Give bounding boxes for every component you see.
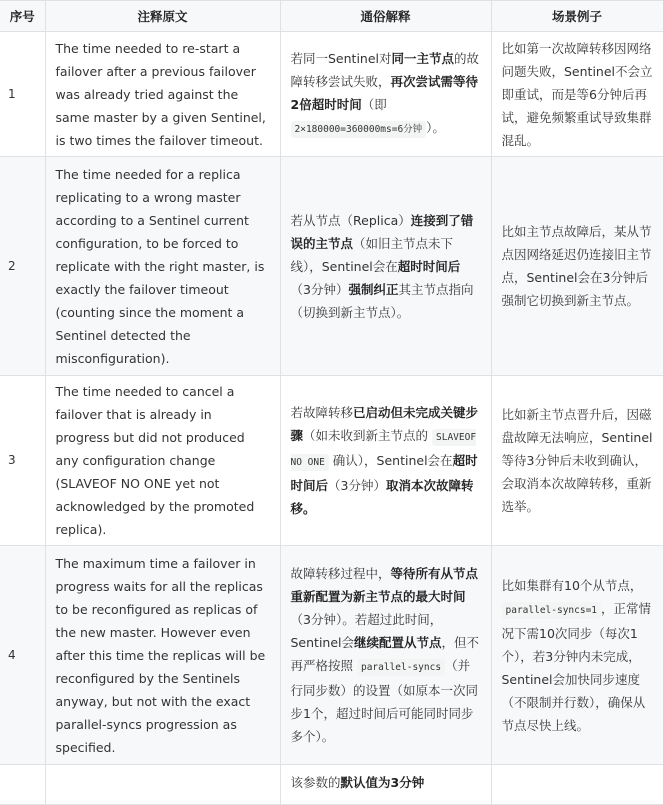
emphasis-text: 取消本次故障转移。: [290, 478, 474, 516]
example-text: 比如新主节点晋升后，因磁盘故障无法响应，Sentinel等待3分钟后未收到确认，会取消本次故障转移，重新选举。: [491, 376, 663, 546]
emphasis-text: 超时时间后: [397, 258, 461, 274]
text-segment: （即: [361, 97, 387, 112]
emphasis-text: 强制纠正: [348, 281, 399, 297]
row-number: 1: [0, 32, 45, 157]
inline-code: SLAVEOF NO ONE: [291, 429, 477, 471]
example-text: [491, 546, 663, 765]
emphasis-text: 同一主节点: [391, 51, 455, 66]
table-row: [0, 546, 663, 765]
text-segment: 的故障转移尝试失败，: [290, 51, 480, 89]
explanation-text: [280, 765, 491, 805]
row-number: 3: [0, 376, 45, 546]
emphasis-text: 继续配置从节点: [354, 635, 442, 650]
text-segment: 确认），Sentinel会在: [328, 453, 453, 468]
emphasis-text: 默认值为3分钟: [340, 775, 425, 790]
original-text: The time needed to re-start a failover after a previous failover was already tried against the same master by a given Sentinel, is two times the failover timeout.: [45, 32, 280, 157]
inline-code: parallel-syncs=1: [502, 602, 602, 619]
text-segment: 若从节点（Replica）: [290, 212, 411, 228]
inline-code: parallel-syncs: [357, 659, 445, 676]
example-text: [491, 765, 663, 805]
inline-code: 2×180000=360000ms=6分钟: [291, 121, 427, 138]
explanation-text: [280, 546, 491, 765]
original-text: The time needed to cancel a failover that is already in progress but did not produced any configuration change (SLAVEOF NO ONE yet not acknowledged by the promoted replica).: [45, 376, 280, 546]
emphasis-text: 超时时间后: [290, 453, 478, 493]
table-row: [0, 32, 663, 157]
table-header-row: [0, 1, 663, 32]
text-segment: 故障转移过程中，: [290, 566, 391, 581]
emphasis-text: 已启动但未完成关键步骤: [290, 405, 479, 443]
original-text: The time needed for a replica replicating to a wrong master according to a Sentinel current configuration, to be forced to replicate with the right master, is exactly the failover timeout (counting since the moment a Sentinel detected the misconfiguration).: [45, 157, 280, 376]
text-segment: （如未收到新主节点的: [303, 428, 432, 443]
header-index: 序号: [0, 1, 45, 32]
table-row: [0, 157, 663, 376]
original-text: The maximum time a failover in progress waits for all the replicas to be reconfigured as replicas of the new master. However even after this time the replicas will be reconfigured by the Sentinels anyway, but not with the exact parallel-syncs progression as specified.: [45, 546, 280, 765]
text-segment: ，正常情况下需10次同步（每次1个），若3分钟内未完成，Sentinel会加快同步速度（不限制并行数），确保从节点尽快上线。: [501, 600, 652, 733]
text-segment: ）。: [426, 120, 445, 135]
text-segment: 该参数的: [290, 775, 341, 790]
emphasis-text: 连接到了错误的主节点: [290, 212, 474, 251]
text-segment: （并行同步数）的设置（如原本一次同步1个，超过时间后可能同时同步多个）。: [290, 658, 479, 744]
text-segment: （如旧主节点未下线），Sentinel会在: [290, 235, 454, 274]
text-segment: 其主节点指向（切换到新主节点）。: [290, 281, 474, 320]
emphasis-text: 再次尝试需等待2倍超时时间: [290, 74, 479, 112]
row-number: 4: [0, 546, 45, 765]
header-original: 注释原文: [45, 1, 280, 32]
row-number: [0, 765, 45, 805]
example-text: 比如第一次故障转移因网络问题失败，Sentinel不会立即重试，而是等6分钟后再试，避免频繁重试导致集群混乱。: [491, 32, 663, 157]
explanation-text: [280, 157, 491, 376]
example-text: 比如主节点故障后，某从节点因网络延迟仍连接旧主节点，Sentinel会在3分钟后强制它切换到新主节点。: [491, 157, 663, 376]
text-segment: （3分钟）: [290, 281, 349, 297]
header-explanation: 通俗解释: [280, 1, 491, 32]
table-row: [0, 376, 663, 546]
emphasis-text: 等待所有从节点重新配置为新主节点的最大时间: [290, 566, 479, 604]
explanation-text: [280, 32, 491, 157]
explanation-text: [280, 376, 491, 546]
header-example: 场景例子: [491, 1, 663, 32]
table-row: [0, 765, 663, 805]
text-segment: 若故障转移: [290, 405, 354, 420]
original-text: [45, 765, 280, 805]
text-segment: （3分钟）。若超过此时间，Sentinel会: [290, 612, 443, 650]
text-segment: 比如集群有10个从节点，: [501, 577, 643, 593]
text-segment: ，但不再严格按照: [290, 635, 480, 673]
text-segment: （3分钟）: [328, 478, 386, 493]
text-segment: 若同一Sentinel对: [290, 51, 392, 66]
row-number: 2: [0, 157, 45, 376]
